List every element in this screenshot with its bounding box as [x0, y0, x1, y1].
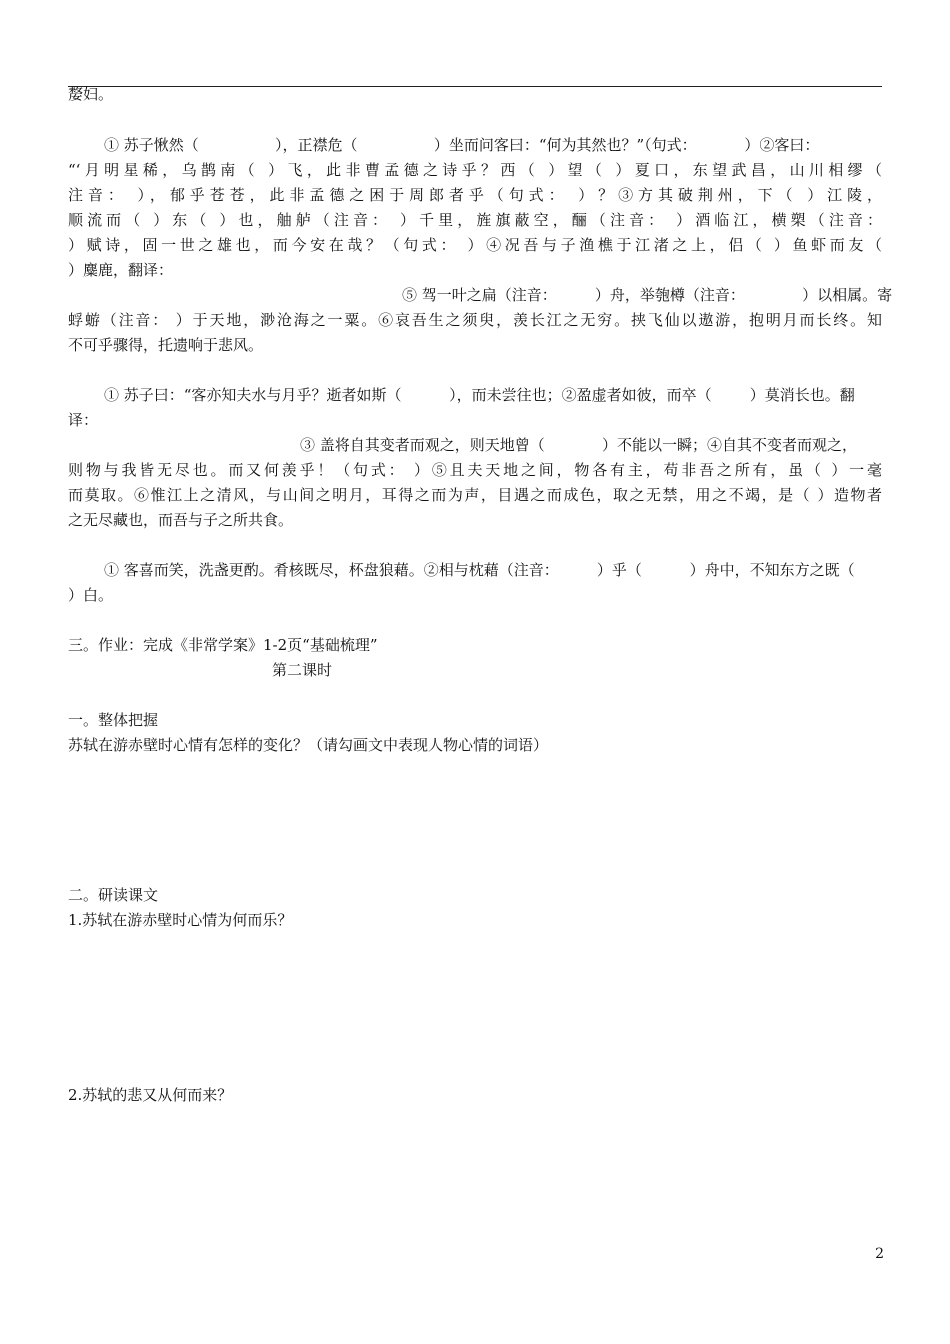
text-line-l21: 一。整体把握 [68, 711, 159, 729]
text-line-l08: ⑤ 驾一叶之扁（注音： ）舟，举匏樽（注音： ）以相属。寄 [402, 286, 893, 304]
text-line-l01: 嫠妇。 [68, 85, 114, 103]
text-line-l07: ）麋鹿，翻译： [68, 261, 174, 279]
text-line-l16: 之无尽藏也，而吾与子之所共食。 [68, 511, 294, 529]
text-line-l12: 译： [68, 411, 99, 429]
text-line-l05: 顺流而（ ）东（ ）也，舳舻（注音： ）千里，旌旗蔽空，酾（注音： ）酒临江，横槊（注音： [68, 211, 882, 229]
text-line-l10: 不可乎骤得，托遗响于悲风。 [68, 336, 264, 354]
text-line-l24: 1.苏轼在游赤壁时心情为何而乐？ [68, 911, 293, 929]
text-line-l11: ① 苏子曰：“客亦知夫水与月乎？逝者如斯（ ），而未尝往也；②盈虚者如彼，而卒（ ）莫消长也。翻 [104, 386, 855, 404]
text-line-l06: ）赋诗，固一世之雄也，而今安在哉？（句式： ）④况吾与子渔樵于江渚之上，侣（ ）鱼虾而友（ [68, 236, 882, 254]
text-line-l19: 三。作业：完成《非常学案》1-2页“基础梳理” [68, 636, 378, 654]
text-line-l15: 而莫取。⑥惟江上之清风，与山间之明月，耳得之而为声，目遇之而成色，取之无禁，用之不竭，是（ ）造物者 [68, 486, 882, 504]
text-line-l13: ③ 盖将自其变者而观之，则天地曾（ ）不能以一瞬；④自其不变者而观之， [300, 436, 857, 454]
text-line-l18: ）白。 [68, 586, 114, 604]
text-line-l23: 二。研读课文 [68, 886, 159, 904]
text-line-l17: ① 客喜而笑，洗盏更酌。肴核既尽，杯盘狼藉。②相与枕藉（注音： ）乎（ ）舟中，不知东方之既（ [104, 561, 855, 579]
text-line-l20: 第二课时 [272, 661, 333, 679]
page-number: 2 [875, 1246, 884, 1262]
text-line-l09: 蜉蝣（注音： ）于天地，渺沧海之一粟。⑥哀吾生之须臾，羡长江之无穷。挟飞仙以遨游，抱明月而长终。知 [68, 311, 882, 329]
text-line-l14: 则物与我皆无尽也。而又何羡乎！（句式： ）⑤且夫天地之间，物各有主，苟非吾之所有，虽（ ）一毫 [68, 461, 882, 479]
text-line-l04: 注音： ），郁乎苍苍，此非孟德之困于周郎者乎（句式： ）？③方其破荆州，下（ ）江陵， [68, 186, 882, 204]
text-line-l02: ① 苏子愀然（ ），正襟危（ ）坐而问客曰：“何为其然也？”（句式： ）②客曰： [104, 136, 820, 154]
text-line-l22: 苏轼在游赤壁时心情有怎样的变化？（请勾画文中表现人物心情的词语） [68, 736, 549, 754]
text-line-l03: “‘月明星稀，乌鹊南（ ）飞，此非曹孟德之诗乎？西（ ）望（ ）夏口，东望武昌，山川相缪（ [68, 161, 882, 179]
header-rule [68, 86, 882, 87]
text-line-l25: 2.苏轼的悲又从何而来？ [68, 1086, 233, 1104]
